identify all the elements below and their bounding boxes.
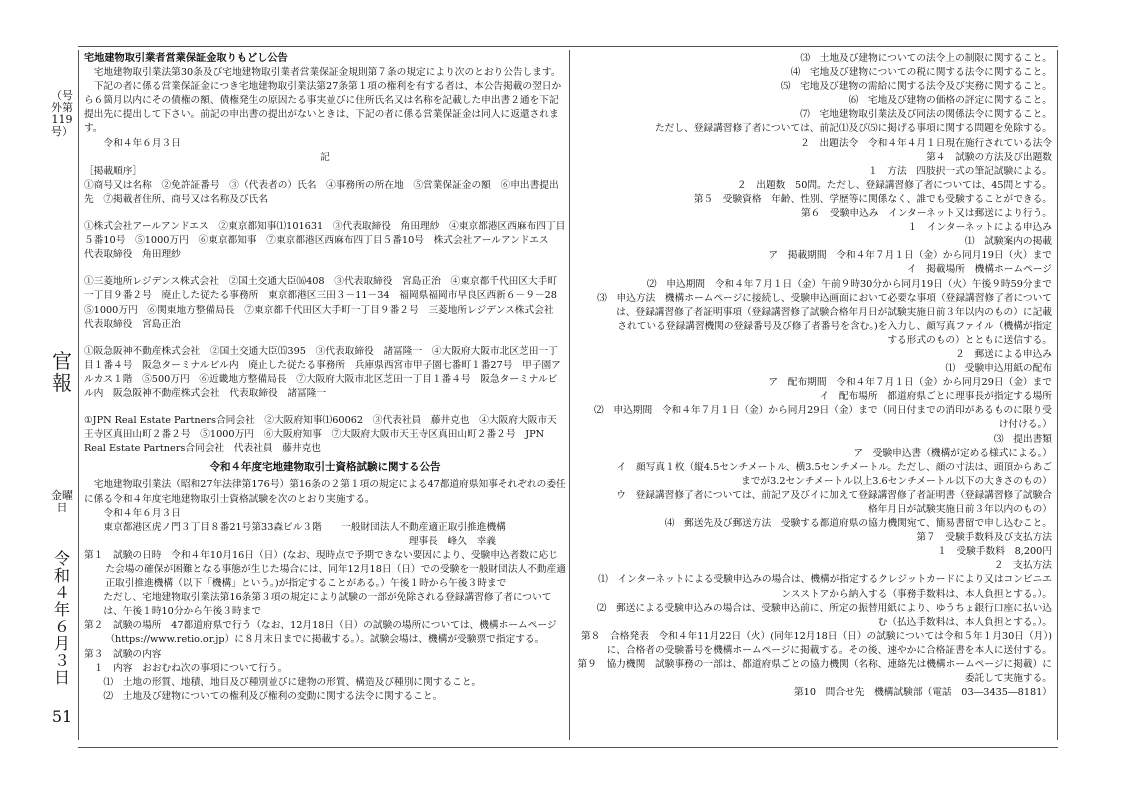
paragraph: ただし、登録講習修了者については、前記⑴及び⑸に掲げる事項に関する問題を免除する。 [645,123,1052,135]
paragraph: 理事長 峰久 幸義 [408,535,496,547]
paragraph: ２ 出題法令 令和４年４月１日現在施行されている法令 [800,137,1052,149]
vertical-header [48,50,76,740]
paragraph: イ 顔写真１枚（縦4.5センチメートル、横3.5センチメートル。ただし、顔の寸法は、頭頂からあごまでが3.2センチメートル以上3.6センチメートル以下の大きさのもの） [616,461,1052,487]
paragraph: ⑶ 申込方法 機構ホームページに接続し、受験申込画面において必要な事項（登録講習修了者については、登録講習修了者証明事項（登録講習修了試験合格年月日が試験実施日前３年以内のもの）に記載されている登録講習機関の登録番号及び修了者番号を含む。)を入力し、顔写真ファイル（機構が指定する形式のもの）とともに送信する。 [597,292,1052,346]
paragraph: ⑺ 宅地建物取引業法及び同法の関係法令に関すること。 [800,109,1052,121]
issue-date: 令和４年６月３日 [53,549,70,687]
paragraph: ウ 登録講習修了者については、前記ア及びイに加えて登録講習修了者証明書（登録講習修了試験合格年月日が試験実施日前３年以内のもの） [616,489,1052,515]
paragraph: 令和４年６月３日 [103,507,181,519]
paragraph: ［掲載順序］ [84,165,143,177]
paragraph: 第９ 協力機関 試験事務の一部は、都道府県ごとの協力機関（名称、連絡先は機構ホームページに掲載）に委託して実施する。 [577,659,1052,685]
page-number: 51 [51,707,73,726]
paragraph: ２ 出題数 50問。ただし、登録講習修了者については、45問とする。 [736,179,1052,191]
paragraph: ⑵ 土地及び建物についての権利及び権利の変動に関する法令に関すること。 [103,690,443,702]
paragraph: 第４ 試験の方法及び出題数 [926,151,1052,163]
column-divider [569,50,570,740]
right-column [574,52,1122,700]
paragraph: 第５ 受験資格 年齢、性別、学歴等に関係なく、誰でも受験することができる。 [693,193,1052,205]
paragraph: １ 受験手数料 8,200円 [937,546,1052,558]
paragraph: ⑵ 申込期間 令和４年７月１日（金）午前９時30分から同月19日（火）午後９時59分まで [646,278,1052,290]
paragraph: 宅地建物取引業法（昭和27年法律第176号）第16条の２第１項の規定による47都道府県知事それぞれの委任に係る令和４年度宅地建物取引士資格試験を次のとおり実施する。 [84,479,566,505]
paragraph: ⑴ 試験案内の掲載 [964,236,1052,248]
paragraph: ２ 支払方法 [993,560,1052,572]
paragraph: 記 [320,151,330,163]
paragraph: ⑶ 提出書類 [993,433,1052,445]
paragraph: 第３ 試験の内容 [84,648,162,660]
paragraph: ⑸ 宅地及び建物の需給に関する法令及び実務に関すること。 [780,81,1052,93]
paragraph: ⑵ 郵送による受験申込みの場合は、受験申込前に、所定の振替用紙により、ゆうちょ銀行口座に払い込む（払込手数料は、本人負担とする。）。 [596,602,1052,628]
notice-title: 宅地建物取引業者営業保証金取りもどし公告 [84,53,288,64]
paragraph: 宅地建物取引業法第30条及び宅地建物取引業者営業保証金規則第７条の規定により次のとおり公告します。 [93,67,561,79]
paragraph: ⑶ 土地及び建物についての法令上の制限に関すること。 [800,53,1052,64]
paragraph: ⑷ 郵送先及び郵送方法 受験する都道府県の協力機関宛て、簡易書留で申し込むこと。 [664,518,1052,530]
paper-name: 官 報 [52,349,72,395]
issue-number: （号外第119号） [51,89,73,138]
paragraph: 下記の者に係る営業保証金につき宅地建物取引業法第27条第１項の権利を有する者は、本公告掲載の翌日から６箇月以内にその債権の額、債権発生の原因たる事実並びに住所氏名又は名称を記載した申出書２通を下記提出先に提出して下さい。前記の申出書の提出がないときは、下記の者に係る営業保証金は同人に返還されます。 [84,81,562,135]
paragraph: ⑵ 申込期間 令和４年７月１日（金）から同月29日（金）まで（同日付までの消印があるものに限り受け付ける。） [594,405,1052,431]
paragraph: 第８ 合格発表 令和４年11月22日（火）(同年12月18日（日）の試験については令和５年１月30日（月）)に、合格者の受験番号を機構ホームページに掲載する。その後、速やかに合格証書を本人に送付する。 [580,630,1052,656]
paragraph: ①商号又は名称 ②免許証番号 ③（代表者の）氏名 ④事務所の所在地 ⑤営業保証金の額 ⑥申出書提出先 ⑦掲載者住所、商号又は名称及び氏名 [84,179,559,205]
paragraph: ⑴ インターネットによる受験申込みの場合は、機構が指定するクレジットカードにより又はコンビニエンスストアから納入する（事務手数料は、本人負担とする。）。 [598,574,1052,600]
paragraph: 東京都港区虎ノ門３丁目８番21号第33森ビル３階 一般財団法人不動産適正取引推進機構 [103,521,506,533]
paragraph: ⑴ 受験申込用紙の配布 [945,363,1052,375]
paragraph: イ 掲載場所 機構ホームページ [906,264,1052,276]
paragraph: 令和４年６月３日 [103,137,181,149]
paragraph: 第10 問合せ先 機構試験部（電話 03―3435―8181） [793,687,1052,699]
paragraph: ア 配布期間 令和４年７月１日（金）から同月29日（金）まで [768,377,1052,389]
paragraph: ①JPN Real Estate Partners合同会社 ②大阪府知事⑴60062 ③代表社員 藤井克也 ④大阪府大阪市天王寺区真田山町２番２号 ⑤1000万円 ⑥大阪府知事 ⑦大阪府大阪市天王寺区真田山町２番２号 JPN Real Estate Partners合同会社 代表社員 藤井克也 [84,415,557,455]
paragraph: ①株式会社アールアンドエス ②東京都知事⑴101631 ③代表取締役 角田理紗 ④東京都港区西麻布四丁目５番10号 ⑤1000万円 ⑥東京都知事 ⑦東京都港区西麻布四丁目５番10号 株式会社アールアンドエス 代表取締役 角田理紗 [84,221,566,261]
left-column [84,52,566,704]
spacer [84,401,566,414]
paragraph: ア 掲載期間 令和４年７月１日（金）から同月19日（火）まで [768,250,1052,262]
paragraph: ①三菱地所レジデンス株式会社 ②国土交通大臣⒃408 ③代表取締役 宮島正治 ④東京都千代田区大手町一丁目９番２号 廃止した従たる事務所 東京都港区三田３－11－34 福岡県福岡市早良区西新６－９－28 ⑤1000万円 ⑥関東地方整備局長 ⑦東京都千代田区大手町一丁目９番２号 三菱地所レジデンス株式会社 代表取締役 宮島正治 [84,276,567,330]
spacer [84,262,566,275]
weekday: 金曜日 [51,489,73,514]
paragraph: 第６ 受験申込み インターネット又は郵送により行う。 [800,208,1052,220]
paragraph: ⑷ 宅地及び建物についての税に関する法令に関すること。 [790,67,1052,79]
paragraph: ア 受験申込書（機構が定める様式による。） [853,447,1052,459]
paragraph: 第２ 試験の場所 47都道府県で行う（なお、12月18日（日）の試験の場所については、機構ホームページ（https://www.retio.or.jp）に８月末日までに掲載する。）。試験会場は、機構が受験票で指定する。 [84,620,557,646]
spacer [84,332,566,345]
paragraph: ①阪急阪神不動産株式会社 ②国土交通大臣⒂395 ③代表取締役 諸冨隆一 ④大阪府大阪市北区芝田一丁目１番４号 阪急ターミナルビル内 廃止した従たる事務所 兵庫県西宮市甲子園七番町１番27号 甲子園アルカス１階 ⑤500万円 ⑥近畿地方整備局長 ⑦大阪府大阪市北区芝田一丁目１番４号 阪急ターミナルビル内 阪急阪神不動産株式会社 代表取締役 諸冨隆一 [84,345,561,399]
paragraph: ただし、宅地建物取引業法第16条第３項の規定により試験の一部が免除される登録講習修了者については、午後１時10分から午後３時まで [93,592,552,618]
notice-title: 令和４年度宅地建物取引士資格試験に関する公告 [209,461,441,474]
paragraph: １ インターネットによる申込み [907,222,1052,234]
paragraph: ⑴ 土地の形質、地積、地目及び種別並びに建物の形質、構造及び種別に関すること。 [103,676,482,688]
spacer [84,207,566,220]
paragraph: イ 配布場所 都道府県ごとに理事長が指定する場所 [819,391,1052,403]
paragraph: ⑹ 宅地及び建物の価格の評定に関すること。 [848,95,1052,107]
paragraph: 第１ 試験の日時 令和４年10月16日（日）(なお、現時点で予期できない要因により、受験申込者数に応じた会場の確保が困難となる事態が生じた場合には、同年12月18日（日）での受験を一般財団法人不動産適正取引推進機構（以下「機構」という。)が指定することがある。）午後１時から午後３時まで [84,549,566,590]
paragraph: １ 内容 おおむね次の事項について行う。 [93,662,288,674]
paragraph: ２ 郵送による申込み [955,348,1052,360]
paragraph: １ 方法 四肢択一式の筆記試験による。 [867,165,1052,177]
frame-left-rule [78,50,79,740]
paragraph: 第７ 受験手数料及び支払方法 [916,532,1052,544]
